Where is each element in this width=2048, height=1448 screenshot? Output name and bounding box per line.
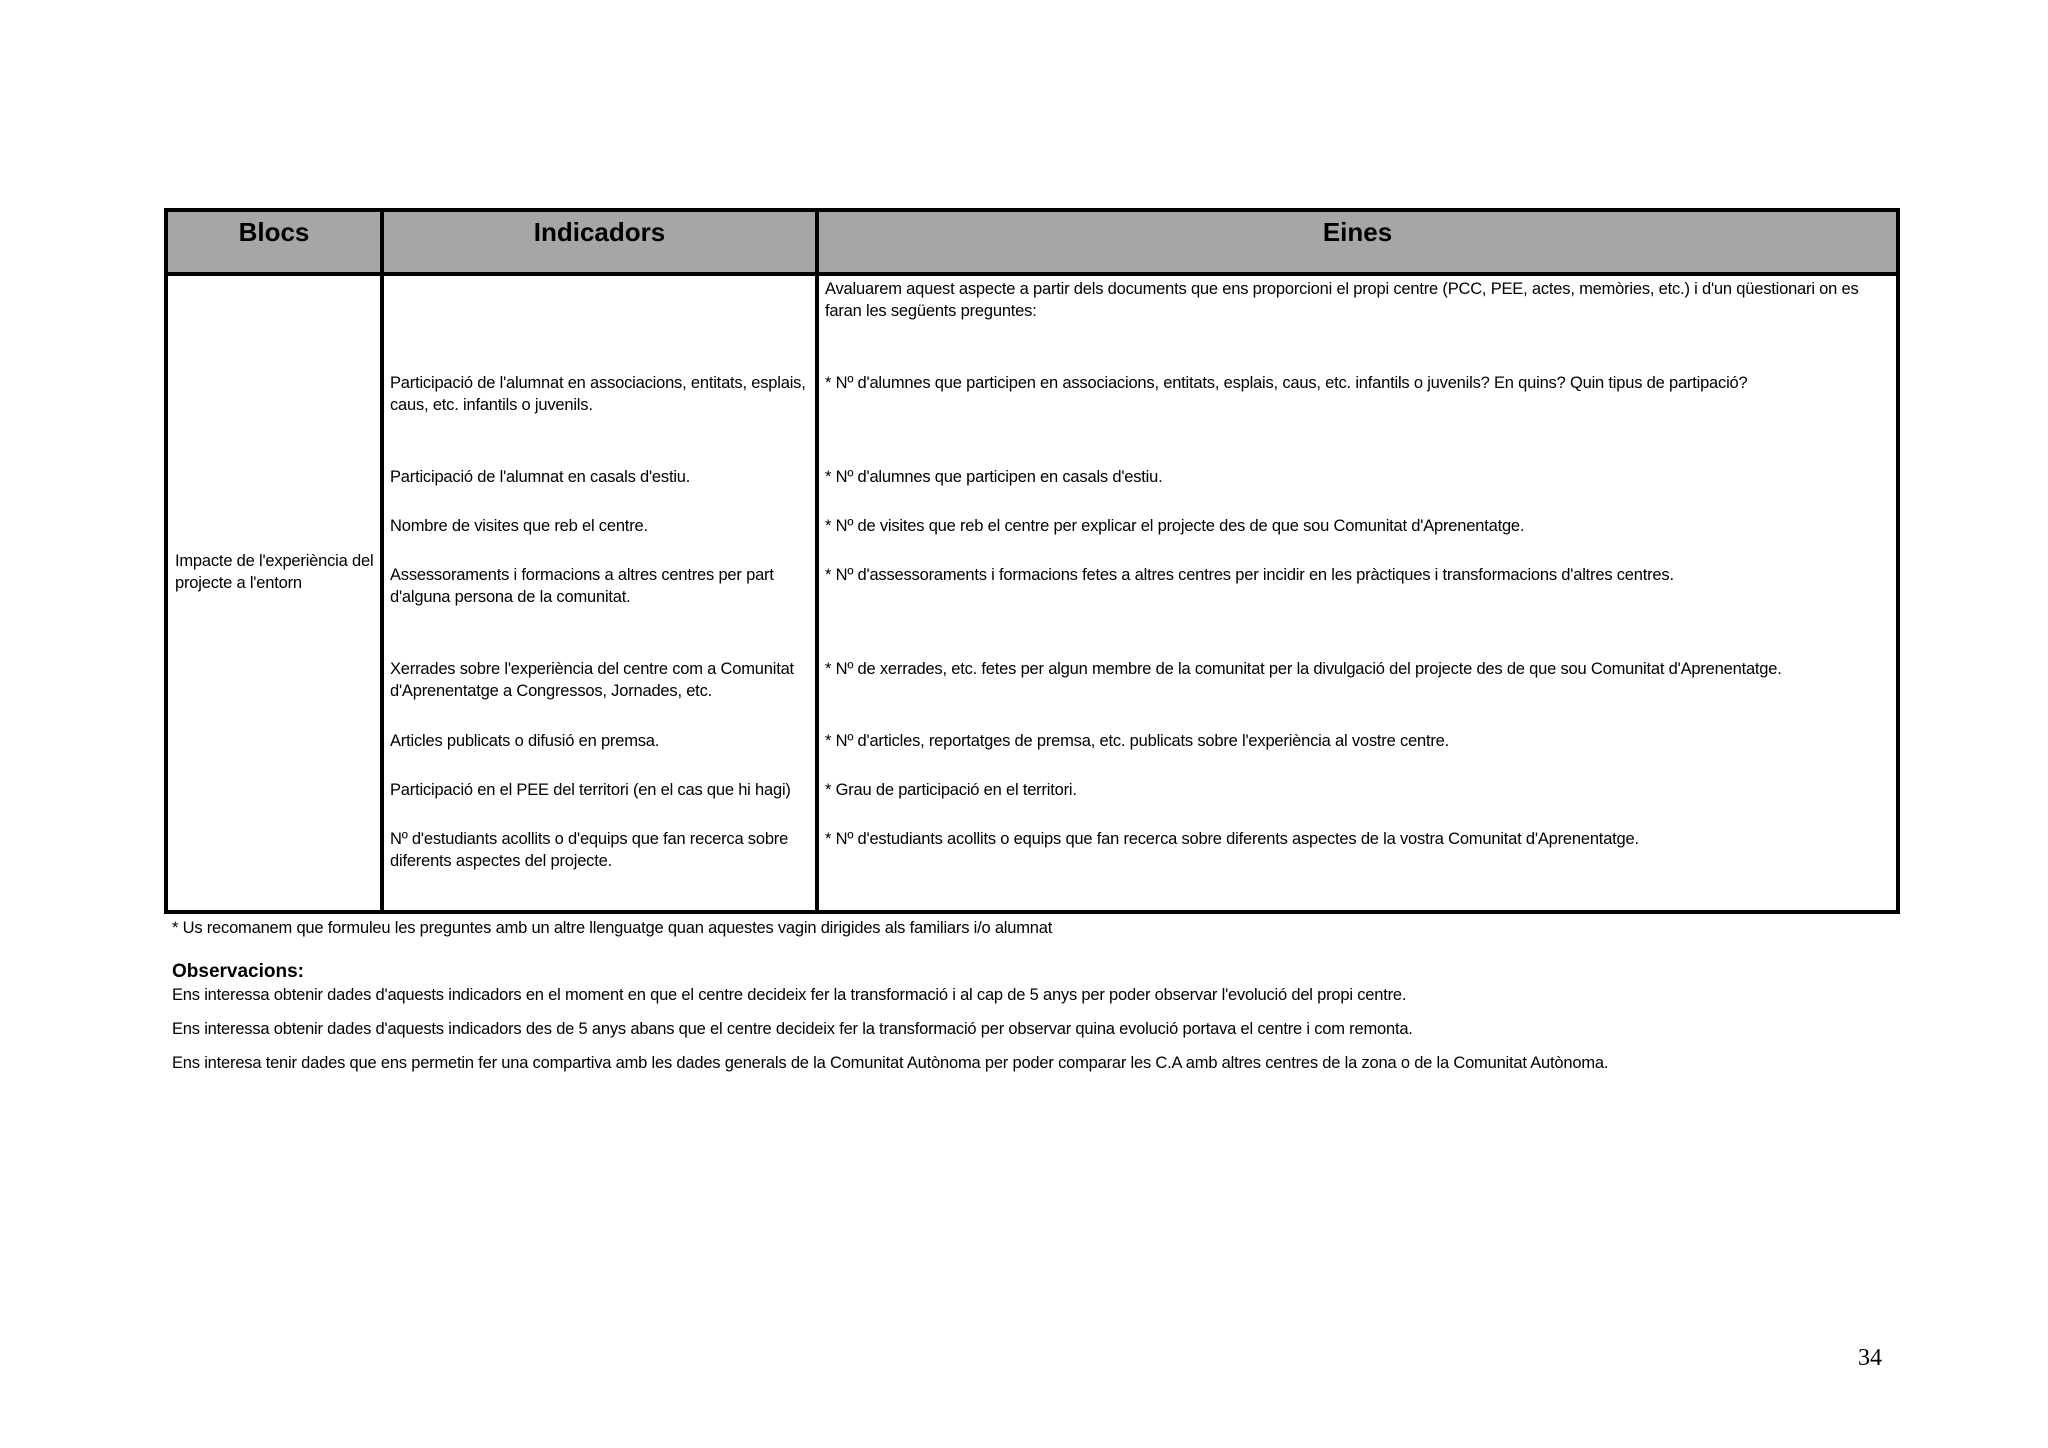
header-indicadors: Indicadors [533, 217, 666, 247]
tool-cell: * Nº d'alumnes que participen en casals d'estiu. [825, 468, 1163, 486]
tool-cell: * Nº d'assessoraments i formacions fetes a altres centres per incidir en les pràctiques i transformacions d'altres centres. [825, 566, 1674, 584]
observacio-line: Ens interesa tenir dades que ens permetin fer una compartiva amb les dades generals de la Comunitat Autònoma per poder comparar les C.A amb altres centres de la zona o de la Comunitat Autònoma. [172, 1054, 1609, 1072]
table-footnote: * Us recomanem que formuleu les preguntes amb un altre llenguatge quan aquestes vagin dirigides als familiars i/o alumnat [172, 919, 1053, 937]
column-divider [380, 212, 384, 910]
header-blocs: Blocs [238, 217, 310, 247]
indicators-table [164, 208, 1900, 914]
tool-cell: * Nº d'articles, reportatges de premsa, etc. publicats sobre l'experiència al vostre centre. [825, 732, 1449, 750]
tool-cell: * Nº de xerrades, etc. fetes per algun membre de la comunitat per la divulgació del projecte des de que sou Comunitat d'Aprenentatge. [825, 660, 1782, 678]
indicator-cell: Articles publicats o difusió en premsa. [390, 732, 660, 750]
tool-cell: * Nº de visites que reb el centre per explicar el projecte des de que sou Comunitat d'Aprenentatge. [825, 517, 1525, 535]
indicator-cell: Nombre de visites que reb el centre. [390, 517, 648, 535]
column-divider [815, 212, 819, 910]
eines-intro: Avaluarem aquest aspecte a partir dels documents que ens proporcioni el propi centre (PCC, PEE, actes, memòries, etc.) i d'un qüestionari on es faran les següents preguntes: [825, 280, 1859, 320]
tool-cell: * Grau de participació en el territori. [825, 781, 1077, 799]
indicator-cell: Nº d'estudiants acollits o d'equips que fan recerca sobre diferents aspectes del projecte. [390, 830, 789, 870]
header-eines: Eines [1322, 217, 1393, 247]
bloc-label: Impacte de l'experiència del projecte a l'entorn [175, 552, 374, 592]
indicator-cell: Participació de l'alumnat en associacions, entitats, esplais, caus, etc. infantils o juvenils. [390, 374, 806, 414]
observacions-title: Observacions: [172, 961, 304, 982]
indicator-cell: Participació de l'alumnat en casals d'estiu. [390, 468, 691, 486]
tool-cell: * Nº d'estudiants acollits o equips que fan recerca sobre diferents aspectes de la vostra Comunitat d'Aprenentatge. [825, 830, 1639, 848]
indicator-cell: Participació en el PEE del territori (en el cas que hi hagi) [390, 781, 791, 799]
tool-cell: * Nº d'alumnes que participen en associacions, entitats, esplais, caus, etc. infantils o juvenils? En quins? Quin tipus de partipació? [825, 374, 1748, 392]
indicator-cell: Xerrades sobre l'experiència del centre com a Comunitat d'Aprenentatge a Congressos, Jornades, etc. [390, 660, 794, 700]
page-number: 34 [1858, 1345, 1882, 1371]
indicator-cell: Assessoraments i formacions a altres centres per part d'alguna persona de la comunitat. [390, 566, 774, 606]
observacio-line: Ens interessa obtenir dades d'aquests indicadors des de 5 anys abans que el centre decideix fer la transformació per observar quina evolució portava el centre i com remonta. [172, 1020, 1413, 1038]
observacio-line: Ens interessa obtenir dades d'aquests indicadors en el moment en que el centre decideix fer la transformació i al cap de 5 anys per poder observar l'evolució del propi centre. [172, 986, 1407, 1004]
